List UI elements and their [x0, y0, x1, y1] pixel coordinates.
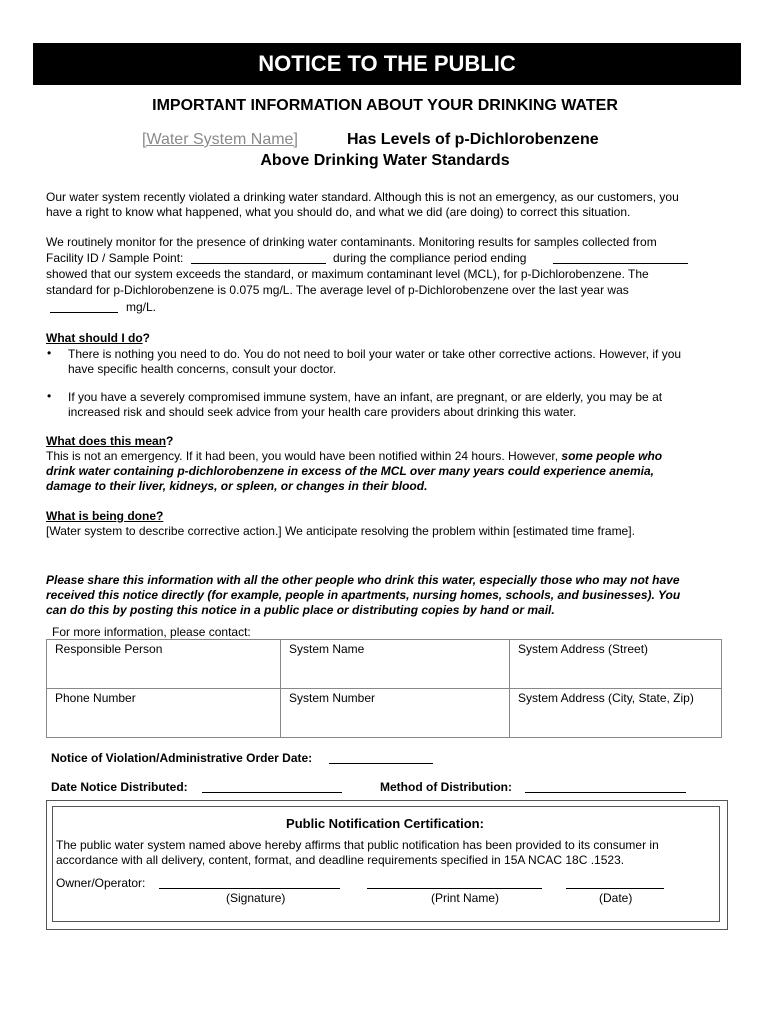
system-address-city-cell: System Address (City, State, Zip)	[510, 689, 722, 738]
should-do-heading	[46, 331, 150, 347]
monitor-line-4: standard for p-Dichlorobenzene is 0.075 mg/L. The average level of p-Dichlorobenzene over the last year was	[46, 283, 629, 297]
meaning-line-3: damage to their liver, kidneys, or spleen, or changes in their blood.	[46, 479, 428, 493]
meaning-line-2: drink water containing p-dichlorobenzene in excess of the MCL over many years could experience anemia,	[46, 464, 654, 478]
bullet1-line2: have specific health concerns, consult your doctor.	[68, 362, 337, 376]
violation-date-blank	[329, 763, 433, 764]
should-do-q: ?	[142, 331, 150, 345]
facility-blank	[191, 263, 326, 264]
system-name-cell: System Name	[281, 640, 510, 689]
bullet2-line2: increased risk and should seek advice from your health care providers about drinking this water.	[68, 405, 577, 419]
bullet-icon: •	[47, 346, 52, 360]
contaminant-heading: Has Levels of p-Dichlorobenzene	[347, 131, 599, 148]
contact-label: For more information, please contact:	[52, 625, 251, 639]
document-subtitle: IMPORTANT INFORMATION ABOUT YOUR DRINKING WATER	[152, 97, 618, 114]
certification-text-1: The public water system named above hereby affirms that public notification has been provided to its consumer in	[56, 838, 659, 852]
standards-heading: Above Drinking Water Standards	[260, 152, 510, 169]
average-level-blank	[50, 312, 118, 313]
share-line-1: Please share this information with all the other people who drink this water, especially those who may not have	[46, 573, 680, 587]
water-system-name-placeholder: [Water System Name]	[142, 131, 298, 148]
monitor-line-1: We routinely monitor for the presence of drinking water contaminants. Monitoring results for samples collected from	[46, 235, 657, 249]
notice-banner: NOTICE TO THE PUBLIC	[33, 43, 741, 85]
owner-operator-label: Owner/Operator:	[56, 876, 146, 890]
certification-text-2: accordance with all delivery, content, format, and deadline requirements specified in 15A NCAC 18C .1523.	[56, 853, 625, 867]
table-row	[47, 689, 722, 738]
meaning-heading-text: What does this mean	[46, 434, 167, 448]
responsible-person-cell: Responsible Person	[47, 640, 281, 689]
print-name-caption: (Print Name)	[431, 891, 500, 905]
bullet1-line1: There is nothing you need to do. You do not need to boil your water or take other corrective actions. However, if you	[68, 347, 682, 361]
meaning-line-1-plain: This is not an emergency. If it had been, you would have been notified within 24 hours. However,	[46, 449, 562, 463]
share-line-3: can do this by posting this notice in a public place or distributing copies by hand or mail.	[46, 603, 555, 617]
intro-line-2: have a right to know what happened, what you should do, and what we did (are doing) to correct this situation.	[46, 205, 631, 219]
method-distribution-label: Method of Distribution:	[380, 780, 512, 794]
system-address-street-cell: System Address (Street)	[510, 640, 722, 689]
compliance-period-label: during the compliance period ending	[333, 251, 527, 265]
violation-date-label: Notice of Violation/Administrative Order Date:	[51, 751, 313, 765]
unit-label: mg/L.	[126, 300, 157, 314]
phone-number-cell: Phone Number	[47, 689, 281, 738]
date-distributed-label: Date Notice Distributed:	[51, 780, 188, 794]
facility-label: Facility ID / Sample Point:	[46, 251, 184, 265]
system-number-cell: System Number	[281, 689, 510, 738]
bullet-icon: •	[47, 389, 52, 403]
signature-blank	[159, 888, 340, 889]
being-done-heading: What is being done?	[46, 509, 164, 523]
share-line-2: received this notice directly (for example, people in apartments, nursing homes, schools, and businesses). You	[46, 588, 681, 602]
date-distributed-blank	[202, 792, 342, 793]
meaning-line-1	[46, 449, 662, 465]
contact-table	[46, 639, 722, 738]
meaning-heading	[46, 434, 173, 450]
signature-caption: (Signature)	[226, 891, 286, 905]
bullet2-line1: If you have a severely compromised immune system, have an infant, are pregnant, or are elderly, you may be at	[68, 390, 663, 404]
method-distribution-blank	[525, 792, 686, 793]
intro-line-1: Our water system recently violated a drinking water standard. Although this is not an emergency, as our customers, you	[46, 190, 679, 204]
certification-title: Public Notification Certification:	[286, 816, 484, 831]
print-name-blank	[367, 888, 542, 889]
meaning-line-1-bold: some people who	[561, 449, 663, 463]
date-blank	[566, 888, 664, 889]
meaning-q: ?	[166, 434, 174, 448]
monitor-line-3: showed that our system exceeds the standard, or maximum contaminant level (MCL), for p-Dichlorobenzene. The	[46, 267, 649, 281]
should-do-heading-text: What should I do	[46, 331, 143, 345]
table-row	[47, 640, 722, 689]
being-done-text: [Water system to describe corrective action.] We anticipate resolving the problem within [estimated time frame].	[46, 524, 635, 538]
period-end-blank	[553, 263, 688, 264]
date-caption: (Date)	[599, 891, 633, 905]
